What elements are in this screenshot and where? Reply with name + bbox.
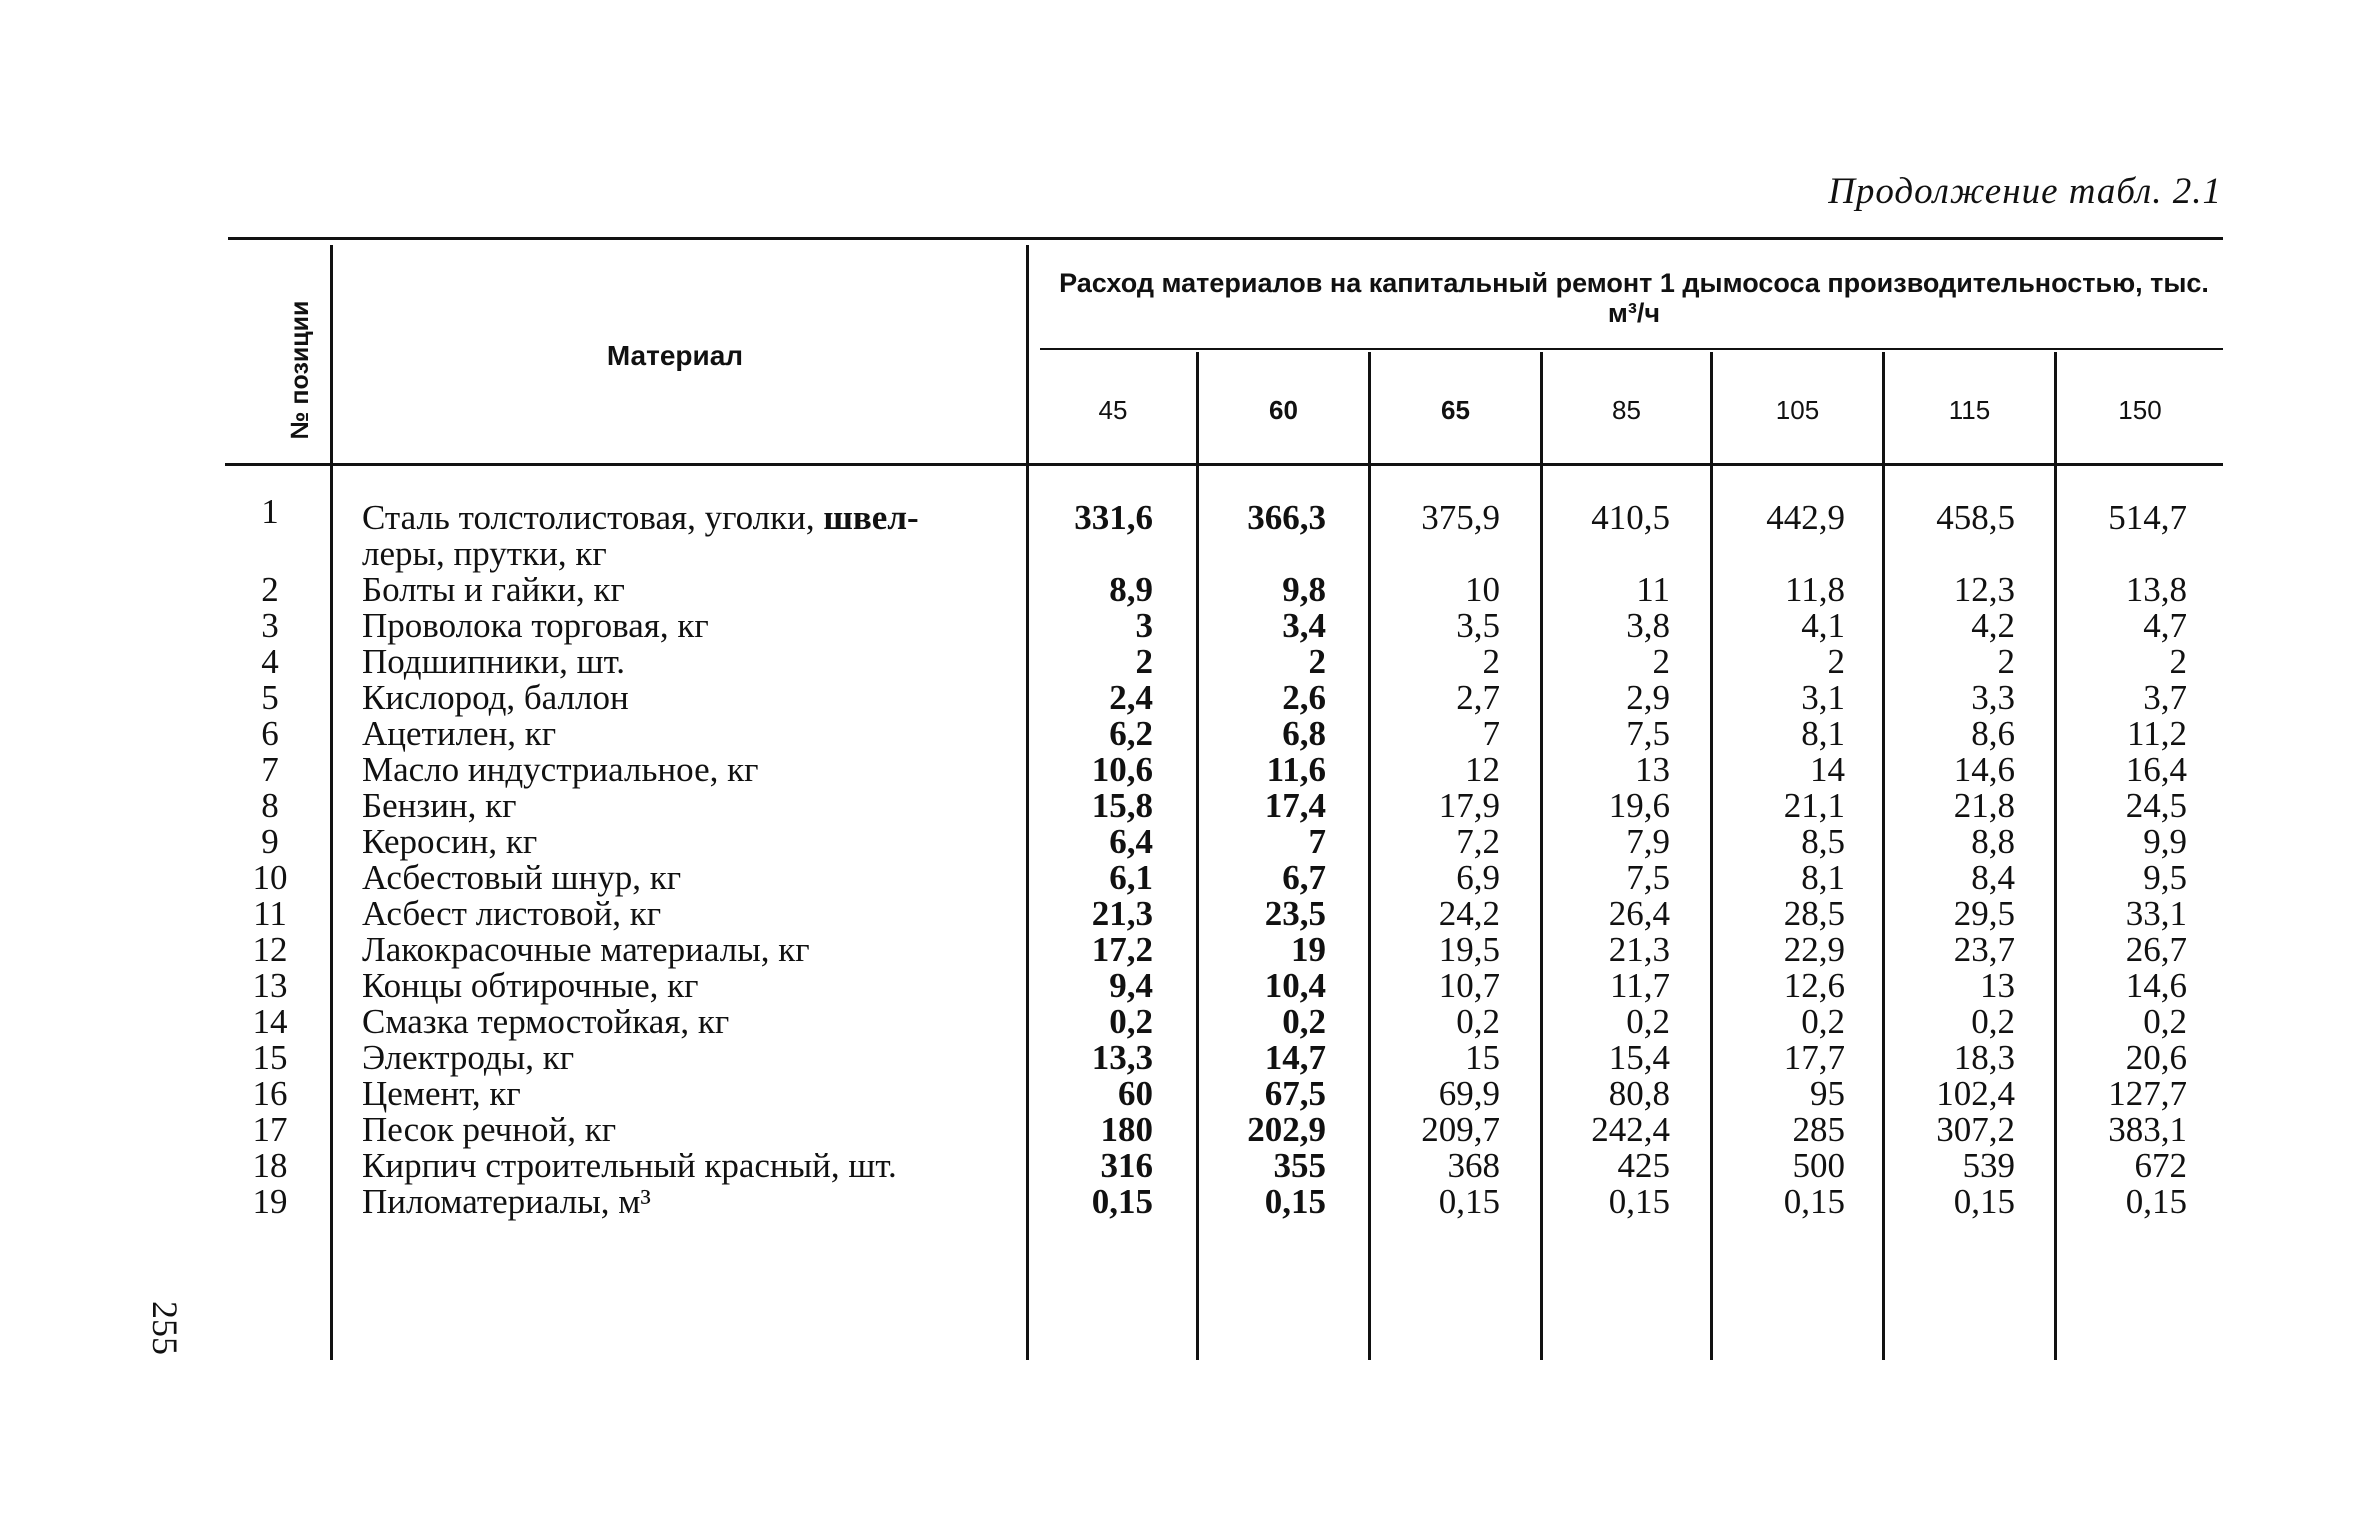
row-value-115: 12,3 bbox=[1953, 570, 2015, 609]
row-value-65: 0,2 bbox=[1456, 1002, 1500, 1041]
table-row bbox=[0, 1004, 2363, 1040]
table-row bbox=[0, 716, 2363, 752]
row-value-60: 14,7 bbox=[1264, 1038, 1326, 1077]
row-value-60: 3,4 bbox=[1282, 606, 1326, 645]
row-value-65: 19,5 bbox=[1438, 930, 1500, 969]
row-value-115: 539 bbox=[1962, 1146, 2015, 1185]
table-row bbox=[0, 1040, 2363, 1076]
capacity-header-105: 105 bbox=[1775, 395, 1820, 425]
row-value-105: 28,5 bbox=[1783, 894, 1845, 933]
table-row bbox=[0, 1076, 2363, 1112]
row-value-45: 331,6 bbox=[1074, 498, 1153, 537]
row-position: 14 bbox=[252, 1002, 288, 1041]
row-value-60: 67,5 bbox=[1264, 1074, 1326, 1113]
row-value-150: 2 bbox=[2169, 642, 2187, 681]
row-value-85: 19,6 bbox=[1608, 786, 1670, 825]
row-value-115: 0,2 bbox=[1971, 1002, 2015, 1041]
row-value-85: 11,7 bbox=[1610, 966, 1670, 1005]
table-row bbox=[0, 492, 2363, 573]
row-value-65: 7 bbox=[1482, 714, 1500, 753]
row-position: 10 bbox=[252, 858, 288, 897]
table-row bbox=[0, 644, 2363, 680]
row-position: 11 bbox=[253, 894, 287, 933]
row-value-105: 4,1 bbox=[1801, 606, 1845, 645]
consumption-group-header: Расход материалов на капитальный ремонт 1 дымососа производительностью, тыс. м³/ч bbox=[1059, 268, 2209, 328]
row-value-45: 3 bbox=[1135, 606, 1153, 645]
row-value-60: 0,2 bbox=[1282, 1002, 1326, 1041]
page-number: 255 bbox=[145, 1301, 185, 1355]
table-row bbox=[0, 968, 2363, 1004]
row-value-105: 11,8 bbox=[1785, 570, 1845, 609]
row-value-85: 7,9 bbox=[1626, 822, 1670, 861]
row-value-85: 7,5 bbox=[1626, 714, 1670, 753]
row-material: Пиломатериалы, м³ bbox=[362, 1182, 651, 1221]
position-column-header: № позиции bbox=[286, 300, 314, 440]
top-rule bbox=[228, 237, 2223, 240]
row-position: 9 bbox=[261, 822, 279, 861]
table-row bbox=[0, 1148, 2363, 1184]
row-material bbox=[362, 500, 1022, 572]
row-position: 18 bbox=[252, 1146, 288, 1185]
row-value-105: 500 bbox=[1792, 1146, 1845, 1185]
table-row bbox=[0, 1112, 2363, 1148]
table-row bbox=[0, 680, 2363, 716]
row-position: 16 bbox=[252, 1074, 288, 1113]
row-value-85: 410,5 bbox=[1591, 498, 1670, 537]
row-value-65: 2,7 bbox=[1456, 678, 1500, 717]
row-value-45: 15,8 bbox=[1091, 786, 1153, 825]
row-value-60: 0,15 bbox=[1264, 1182, 1326, 1221]
row-value-85: 13 bbox=[1635, 750, 1670, 789]
row-value-105: 21,1 bbox=[1783, 786, 1845, 825]
row-value-45: 2,4 bbox=[1109, 678, 1153, 717]
row-value-65: 209,7 bbox=[1421, 1110, 1500, 1149]
row-position: 5 bbox=[261, 678, 279, 717]
row-value-115: 23,7 bbox=[1953, 930, 2015, 969]
row-value-85: 0,2 bbox=[1626, 1002, 1670, 1041]
row-value-85: 0,15 bbox=[1608, 1182, 1670, 1221]
row-value-85: 15,4 bbox=[1608, 1038, 1670, 1077]
row-value-45: 8,9 bbox=[1109, 570, 1153, 609]
row-value-105: 22,9 bbox=[1783, 930, 1845, 969]
row-value-85: 21,3 bbox=[1608, 930, 1670, 969]
row-material: Цемент, кг bbox=[362, 1074, 521, 1113]
row-value-150: 383,1 bbox=[2108, 1110, 2187, 1149]
row-value-105: 285 bbox=[1792, 1110, 1845, 1149]
row-value-45: 9,4 bbox=[1109, 966, 1153, 1005]
row-material: Болты и гайки, кг bbox=[362, 570, 625, 609]
row-value-60: 9,8 bbox=[1282, 570, 1326, 609]
row-position: 13 bbox=[252, 966, 288, 1005]
row-value-150: 9,5 bbox=[2143, 858, 2187, 897]
table-row bbox=[0, 1184, 2363, 1220]
row-position: 17 bbox=[252, 1110, 288, 1149]
row-material: Концы обтирочные, кг bbox=[362, 966, 699, 1005]
row-material: Кислород, баллон bbox=[362, 678, 629, 717]
capacity-header-60: 60 bbox=[1269, 395, 1298, 425]
row-value-115: 3,3 bbox=[1971, 678, 2015, 717]
row-value-105: 17,7 bbox=[1783, 1038, 1845, 1077]
header-bottom-rule bbox=[225, 463, 2223, 466]
row-value-150: 13,8 bbox=[2125, 570, 2187, 609]
row-value-150: 0,15 bbox=[2125, 1182, 2187, 1221]
row-position: 12 bbox=[252, 930, 288, 969]
row-value-115: 2 bbox=[1997, 642, 2015, 681]
row-value-150: 24,5 bbox=[2125, 786, 2187, 825]
row-value-115: 18,3 bbox=[1953, 1038, 2015, 1077]
row-value-115: 102,4 bbox=[1936, 1074, 2015, 1113]
row-value-115: 4,2 bbox=[1971, 606, 2015, 645]
row-value-150: 0,2 bbox=[2143, 1002, 2187, 1041]
table-row bbox=[0, 932, 2363, 968]
row-value-45: 6,1 bbox=[1109, 858, 1153, 897]
row-value-85: 26,4 bbox=[1608, 894, 1670, 933]
row-value-115: 21,8 bbox=[1953, 786, 2015, 825]
row-value-60: 6,7 bbox=[1282, 858, 1326, 897]
row-value-115: 0,15 bbox=[1953, 1182, 2015, 1221]
row-value-45: 6,4 bbox=[1109, 822, 1153, 861]
row-value-150: 9,9 bbox=[2143, 822, 2187, 861]
row-value-45: 2 bbox=[1135, 642, 1153, 681]
row-material-bold-text: швел- bbox=[823, 498, 919, 537]
row-material: Асбест листовой, кг bbox=[362, 894, 662, 933]
table-row bbox=[0, 788, 2363, 824]
row-value-45: 10,6 bbox=[1091, 750, 1153, 789]
row-position: 4 bbox=[261, 642, 279, 681]
row-value-105: 0,2 bbox=[1801, 1002, 1845, 1041]
row-value-115: 8,6 bbox=[1971, 714, 2015, 753]
row-position: 2 bbox=[261, 570, 279, 609]
row-material: Песок речной, кг bbox=[362, 1110, 617, 1149]
row-value-115: 29,5 bbox=[1953, 894, 2015, 933]
capacity-header-45: 45 bbox=[1098, 395, 1128, 425]
row-value-105: 14 bbox=[1810, 750, 1845, 789]
row-material: Проволока торговая, кг bbox=[362, 606, 709, 645]
capacity-header-115: 115 bbox=[1948, 395, 1991, 425]
row-value-65: 3,5 bbox=[1456, 606, 1500, 645]
row-material: Кирпич строительный красный, шт. bbox=[362, 1146, 897, 1185]
table-row bbox=[0, 608, 2363, 644]
row-value-60: 202,9 bbox=[1247, 1110, 1326, 1149]
row-value-60: 7 bbox=[1308, 822, 1326, 861]
row-value-150: 14,6 bbox=[2125, 966, 2187, 1005]
row-value-65: 12 bbox=[1465, 750, 1500, 789]
material-column-header: Материал bbox=[606, 340, 744, 371]
row-value-65: 375,9 bbox=[1421, 498, 1500, 537]
row-value-45: 60 bbox=[1118, 1074, 1153, 1113]
row-value-85: 3,8 bbox=[1626, 606, 1670, 645]
row-material: Масло индустриальное, кг bbox=[362, 750, 759, 789]
row-value-150: 26,7 bbox=[2125, 930, 2187, 969]
capacity-header-65: 65 bbox=[1441, 395, 1470, 425]
row-value-150: 672 bbox=[2134, 1146, 2187, 1185]
row-material: Электроды, кг bbox=[362, 1038, 575, 1077]
row-value-105: 8,1 bbox=[1801, 714, 1845, 753]
row-value-60: 17,4 bbox=[1264, 786, 1326, 825]
row-value-45: 0,15 bbox=[1091, 1182, 1153, 1221]
row-position: 1 bbox=[261, 492, 279, 531]
row-value-65: 10,7 bbox=[1438, 966, 1500, 1005]
row-value-65: 6,9 bbox=[1456, 858, 1500, 897]
row-value-45: 17,2 bbox=[1091, 930, 1153, 969]
row-value-115: 458,5 bbox=[1936, 498, 2015, 537]
row-value-85: 7,5 bbox=[1626, 858, 1670, 897]
row-value-65: 368 bbox=[1447, 1146, 1500, 1185]
capacity-header-85: 85 bbox=[1612, 395, 1641, 425]
row-value-150: 16,4 bbox=[2125, 750, 2187, 789]
row-value-150: 514,7 bbox=[2108, 498, 2187, 537]
row-value-65: 7,2 bbox=[1456, 822, 1500, 861]
row-material: Ацетилен, кг bbox=[362, 714, 557, 753]
table-row bbox=[0, 896, 2363, 932]
row-value-60: 19 bbox=[1291, 930, 1326, 969]
row-value-60: 10,4 bbox=[1264, 966, 1326, 1005]
row-position: 8 bbox=[261, 786, 279, 825]
row-value-60: 2,6 bbox=[1282, 678, 1326, 717]
row-value-105: 95 bbox=[1810, 1074, 1845, 1113]
row-value-105: 8,5 bbox=[1801, 822, 1845, 861]
row-value-45: 316 bbox=[1100, 1146, 1153, 1185]
row-value-60: 366,3 bbox=[1247, 498, 1326, 537]
row-value-45: 6,2 bbox=[1109, 714, 1153, 753]
row-value-65: 69,9 bbox=[1438, 1074, 1500, 1113]
row-value-115: 13 bbox=[1980, 966, 2015, 1005]
row-value-65: 2 bbox=[1482, 642, 1500, 681]
row-value-60: 23,5 bbox=[1264, 894, 1326, 933]
row-value-85: 242,4 bbox=[1591, 1110, 1670, 1149]
row-value-65: 0,15 bbox=[1438, 1182, 1500, 1221]
row-value-85: 11 bbox=[1636, 570, 1670, 609]
row-value-65: 15 bbox=[1465, 1038, 1500, 1077]
row-material: Бензин, кг bbox=[362, 786, 517, 825]
table-row bbox=[0, 572, 2363, 608]
row-value-105: 0,15 bbox=[1783, 1182, 1845, 1221]
row-value-105: 12,6 bbox=[1783, 966, 1845, 1005]
row-value-85: 2 bbox=[1652, 642, 1670, 681]
row-value-150: 20,6 bbox=[2125, 1038, 2187, 1077]
row-value-65: 10 bbox=[1465, 570, 1500, 609]
row-value-45: 21,3 bbox=[1091, 894, 1153, 933]
row-value-150: 127,7 bbox=[2108, 1074, 2187, 1113]
row-value-105: 442,9 bbox=[1766, 498, 1845, 537]
row-value-85: 80,8 bbox=[1608, 1074, 1670, 1113]
row-value-65: 17,9 bbox=[1438, 786, 1500, 825]
row-value-45: 180 bbox=[1100, 1110, 1153, 1149]
row-value-85: 2,9 bbox=[1626, 678, 1670, 717]
row-material: Смазка термостойкая, кг bbox=[362, 1002, 730, 1041]
capacity-header-150: 150 bbox=[2118, 395, 2162, 425]
row-value-60: 11,6 bbox=[1266, 750, 1326, 789]
row-position: 3 bbox=[261, 606, 279, 645]
row-value-65: 24,2 bbox=[1438, 894, 1500, 933]
table-row bbox=[0, 860, 2363, 896]
row-value-60: 2 bbox=[1308, 642, 1326, 681]
row-value-85: 425 bbox=[1617, 1146, 1670, 1185]
table-row bbox=[0, 824, 2363, 860]
row-position: 6 bbox=[261, 714, 279, 753]
row-value-45: 13,3 bbox=[1091, 1038, 1153, 1077]
row-value-45: 0,2 bbox=[1109, 1002, 1153, 1041]
row-material-line2: леры, прутки, кг bbox=[362, 534, 607, 573]
table-body bbox=[0, 492, 2363, 1221]
row-value-115: 8,8 bbox=[1971, 822, 2015, 861]
row-material: Подшипники, шт. bbox=[362, 642, 626, 681]
row-position: 7 bbox=[261, 750, 279, 789]
row-position: 19 bbox=[252, 1182, 288, 1221]
row-value-150: 33,1 bbox=[2125, 894, 2187, 933]
row-value-150: 3,7 bbox=[2143, 678, 2187, 717]
row-value-115: 14,6 bbox=[1953, 750, 2015, 789]
table-caption: Продолжение табл. 2.1 bbox=[1828, 171, 2222, 212]
row-material: Асбестовый шнур, кг bbox=[362, 858, 682, 897]
row-value-115: 8,4 bbox=[1971, 858, 2015, 897]
row-value-60: 6,8 bbox=[1282, 714, 1326, 753]
row-value-60: 355 bbox=[1273, 1146, 1326, 1185]
row-value-150: 11,2 bbox=[2127, 714, 2187, 753]
row-value-105: 8,1 bbox=[1801, 858, 1845, 897]
table-row bbox=[0, 752, 2363, 788]
row-material: Керосин, кг bbox=[362, 822, 538, 861]
group-header-rule bbox=[1040, 348, 2223, 350]
row-value-115: 307,2 bbox=[1936, 1110, 2015, 1149]
row-value-105: 3,1 bbox=[1801, 678, 1845, 717]
row-material-text: Сталь толстолистовая, уголки, bbox=[362, 498, 815, 537]
row-value-105: 2 bbox=[1827, 642, 1845, 681]
row-value-150: 4,7 bbox=[2143, 606, 2187, 645]
row-material: Лакокрасочные материалы, кг bbox=[362, 930, 810, 969]
row-position: 15 bbox=[252, 1038, 288, 1077]
